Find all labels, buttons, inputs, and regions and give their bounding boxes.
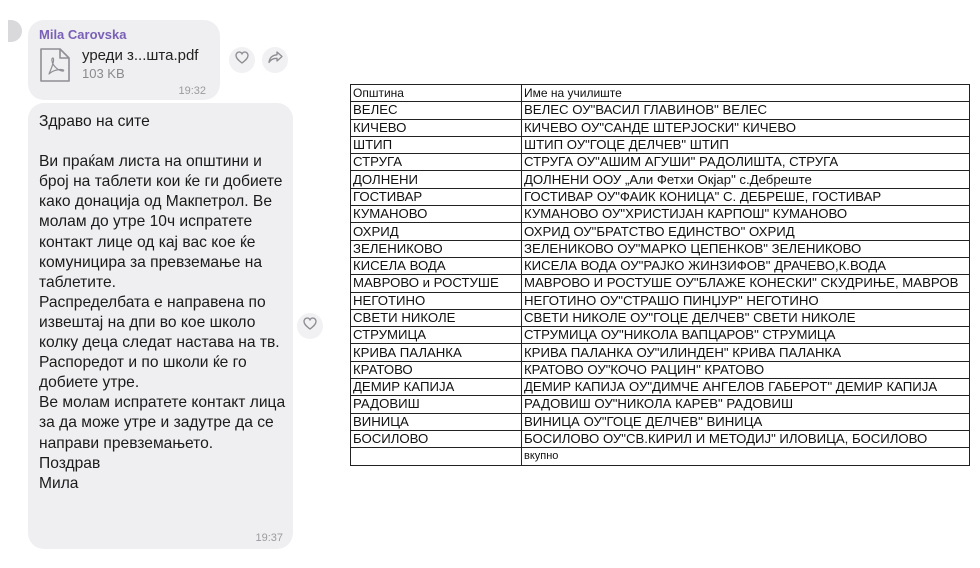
- school-cell: РАДОВИШ ОУ"НИКОЛА КАРЕВ" РАДОВИШ: [522, 396, 970, 413]
- school-cell: ГОСТИВАР ОУ"ФАИК КОНИЦА" С. ДЕБРЕШЕ, ГОСТИВАР: [522, 188, 970, 205]
- municipality-cell: КУМАНОВО: [351, 206, 522, 223]
- school-cell: КРАТОВО ОУ"КОЧО РАЦИН" КРАТОВО: [522, 361, 970, 378]
- table-row: [351, 327, 970, 344]
- table-row: [351, 136, 970, 153]
- municipality-cell: ШТИП: [351, 136, 522, 153]
- municipality-cell: ОХРИД: [351, 223, 522, 240]
- municipality-cell: СВЕТИ НИКОЛЕ: [351, 309, 522, 326]
- municipality-cell: ДЕМИР КАПИЈА: [351, 379, 522, 396]
- municipality-cell: МАВРОВО и РОСТУШЕ: [351, 275, 522, 292]
- file-message-bubble[interactable]: [28, 20, 220, 100]
- text-message-bubble[interactable]: [28, 103, 293, 549]
- municipality-cell: СТРУГА: [351, 154, 522, 171]
- pdf-file-icon[interactable]: [38, 47, 72, 83]
- school-cell: ОХРИД ОУ"БРАТСТВО ЕДИНСТВО" ОХРИД: [522, 223, 970, 240]
- municipality-cell: РАДОВИШ: [351, 396, 522, 413]
- table-row: [351, 361, 970, 378]
- school-distribution-table: [350, 84, 970, 466]
- table-row: [351, 223, 970, 240]
- column-header-municipality: Општина: [351, 85, 522, 102]
- school-cell: ШТИП ОУ"ГОЦЕ ДЕЛЧЕВ" ШТИП: [522, 136, 970, 153]
- file-name[interactable]: уреди з...шта.pdf: [82, 47, 199, 64]
- municipality-cell: СТРУМИЦА: [351, 327, 522, 344]
- school-cell: вкупно: [522, 448, 970, 465]
- municipality-cell: [351, 448, 522, 465]
- like-button[interactable]: [229, 47, 255, 73]
- message-timestamp: 19:32: [178, 85, 206, 97]
- school-cell: КРИВА ПАЛАНКА ОУ"ИЛИНДЕН" КРИВА ПАЛАНКА: [522, 344, 970, 361]
- message-text[interactable]: Здраво на сите Ви праќам листа на општини и број на таблети кои ќе ги добиете како донација од Макпетрол. Ве молам до утре 10ч испратете контакт лице од кај вас кое ќе комуницира за превземање на таблетите. Распределбата е направена по извештај на дпи во кое школо колку деца следат настава на тв. Распоредот и по школи ќе го добиете утре. Ве молам испратете контакт лица за да може утре и задутре да се направи превземањето. Поздрав Мила: [39, 113, 286, 492]
- table-row: [351, 292, 970, 309]
- municipality-cell: ВИНИЦА: [351, 413, 522, 430]
- message-timestamp: 19:37: [255, 532, 283, 544]
- column-header-school: Име на училиште: [522, 85, 970, 102]
- share-button[interactable]: [262, 47, 288, 73]
- heart-outline-icon: [303, 317, 317, 335]
- table-row: [351, 430, 970, 447]
- municipality-cell: КИСЕЛА ВОДА: [351, 257, 522, 274]
- table-row: [351, 413, 970, 430]
- table-row: [351, 396, 970, 413]
- municipality-cell: КРАТОВО: [351, 361, 522, 378]
- school-cell: МАВРОВО И РОСТУШЕ ОУ"БЛАЖЕ КОНЕСКИ" СКУДРИЊЕ, МАВРОВ: [522, 275, 970, 292]
- table-row: [351, 240, 970, 257]
- table-row: [351, 171, 970, 188]
- municipality-cell: ДОЛНЕНИ: [351, 171, 522, 188]
- like-button[interactable]: [297, 313, 323, 339]
- municipality-cell: ЗЕЛЕНИКОВО: [351, 240, 522, 257]
- school-cell: ЗЕЛЕНИКОВО ОУ"МАРКО ЦЕПЕНКОВ" ЗЕЛЕНИКОВО: [522, 240, 970, 257]
- table-row: [351, 344, 970, 361]
- heart-outline-icon: [235, 51, 249, 69]
- table-row: [351, 206, 970, 223]
- school-cell: КУМАНОВО ОУ"ХРИСТИЈАН КАРПОШ" КУМАНОВО: [522, 206, 970, 223]
- municipality-cell: НЕГОТИНО: [351, 292, 522, 309]
- table-row: [351, 102, 970, 119]
- municipality-cell: ВЕЛЕС: [351, 102, 522, 119]
- avatar[interactable]: [8, 20, 22, 42]
- school-cell: ВЕЛЕС ОУ"ВАСИЛ ГЛАВИНОВ" ВЕЛЕС: [522, 102, 970, 119]
- table-row: [351, 154, 970, 171]
- municipality-cell: КРИВА ПАЛАНКА: [351, 344, 522, 361]
- school-cell: СВЕТИ НИКОЛЕ ОУ"ГОЦЕ ДЕЛЧЕВ" СВЕТИ НИКОЛЕ: [522, 309, 970, 326]
- school-cell: КИЧЕВО ОУ"САНДЕ ШТЕРЈОСКИ" КИЧЕВО: [522, 119, 970, 136]
- school-cell: ДЕМИР КАПИЈА ОУ"ДИМЧЕ АНГЕЛОВ ГАБЕРОТ" ДЕМИР КАПИЈА: [522, 379, 970, 396]
- municipality-cell: ГОСТИВАР: [351, 188, 522, 205]
- municipality-cell: КИЧЕВО: [351, 119, 522, 136]
- shared-document-image[interactable]: [350, 84, 970, 469]
- table-header-row: [351, 85, 970, 102]
- table-row: [351, 188, 970, 205]
- share-arrow-icon: [268, 51, 283, 69]
- sender-name[interactable]: Mila Carovska: [39, 27, 127, 42]
- school-cell: НЕГОТИНО ОУ"СТРАШО ПИНЏУР" НЕГОТИНО: [522, 292, 970, 309]
- school-cell: СТРУГА ОУ"АШИМ АГУШИ" РАДОЛИШТА, СТРУГА: [522, 154, 970, 171]
- school-cell: ДОЛНЕНИ ООУ „Али Фетхи Окјар" с.Дебреште: [522, 171, 970, 188]
- school-cell: ВИНИЦА ОУ"ГОЦЕ ДЕЛЧЕВ" ВИНИЦА: [522, 413, 970, 430]
- school-cell: КИСЕЛА ВОДА ОУ"РАЈКО ЖИНЗИФОВ" ДРАЧЕВО,К.ВОДА: [522, 257, 970, 274]
- table-row: [351, 309, 970, 326]
- table-row: [351, 448, 970, 465]
- table-row: [351, 119, 970, 136]
- table-row: [351, 379, 970, 396]
- municipality-cell: БОСИЛОВО: [351, 430, 522, 447]
- table-row: [351, 257, 970, 274]
- school-cell: СТРУМИЦА ОУ"НИКОЛА ВАПЦАРОВ" СТРУМИЦА: [522, 327, 970, 344]
- table-row: [351, 275, 970, 292]
- school-cell: БОСИЛОВО ОУ"СВ.КИРИЛ И МЕТОДИЈ" ИЛОВИЦА, БОСИЛОВО: [522, 430, 970, 447]
- file-size: 103 KB: [82, 66, 125, 81]
